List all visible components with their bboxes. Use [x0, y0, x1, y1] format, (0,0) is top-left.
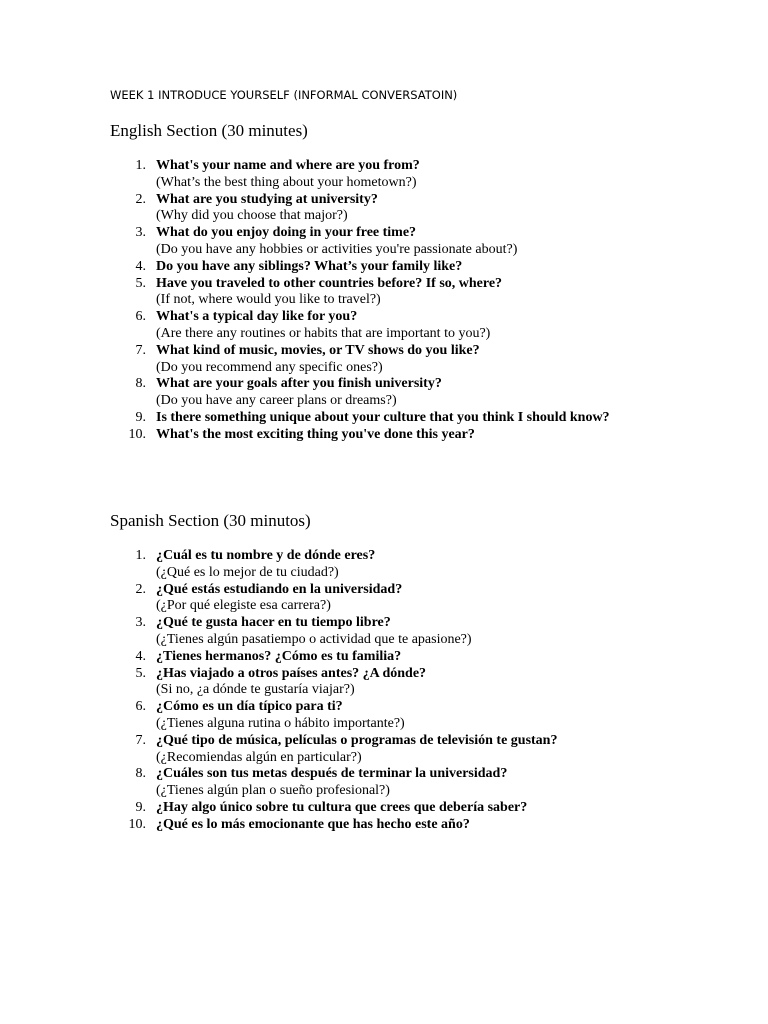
- list-item: [110, 582, 670, 616]
- list-item: [110, 259, 670, 276]
- question-text: Do you have any siblings? What’s your family like?: [156, 258, 463, 274]
- question-text: ¿Cuál es tu nombre y de dónde eres?: [156, 548, 376, 563]
- spanish-question-list: [110, 548, 670, 834]
- item-number: 9.: [135, 409, 146, 425]
- list-item: [110, 766, 670, 800]
- english-section-title: English Section (30 minutes): [110, 121, 308, 140]
- question-text: ¿Qué es lo más emocionante que has hecho este año?: [156, 816, 470, 832]
- question-text: ¿Has viajado a otros países antes? ¿A dónde?: [156, 665, 427, 681]
- follow-up-text: (¿Tienes alguna rutina o hábito importante?): [156, 715, 405, 731]
- list-item: [110, 817, 670, 834]
- question-text: ¿Tienes hermanos? ¿Cómo es tu familia?: [156, 648, 402, 664]
- list-item: [110, 649, 670, 666]
- question-text: What are your goals after you finish university?: [156, 376, 442, 392]
- follow-up-text: (Are there any routines or habits that are important to you?): [156, 325, 491, 341]
- list-item: [110, 158, 670, 192]
- question-text: ¿Qué te gusta hacer en tu tiempo libre?: [156, 615, 391, 631]
- spanish-section: [110, 510, 670, 834]
- follow-up-text: (Si no, ¿a dónde te gustaría viajar?): [156, 682, 355, 698]
- item-number: 7.: [135, 342, 146, 358]
- english-question-list: [110, 158, 670, 444]
- item-number: 2.: [135, 581, 146, 597]
- item-number: 7.: [135, 732, 146, 748]
- question-text: What are you studying at university?: [156, 191, 378, 207]
- question-text: What's your name and where are you from?: [156, 158, 420, 173]
- item-number: 1.: [135, 158, 146, 173]
- document-header: WEEK 1 INTRODUCE YOURSELF (INFORMAL CONVERSATOIN): [110, 88, 458, 102]
- list-item: [110, 699, 670, 733]
- item-number: 5.: [135, 275, 146, 291]
- list-item: [110, 343, 670, 377]
- item-number: 6.: [135, 309, 146, 325]
- follow-up-text: (Do you have any hobbies or activities you're passionate about?): [156, 241, 518, 257]
- list-item: [110, 309, 670, 343]
- follow-up-text: (Do you recommend any specific ones?): [156, 359, 383, 375]
- item-number: 2.: [135, 191, 146, 207]
- question-text: What do you enjoy doing in your free time?: [156, 225, 417, 241]
- question-text: Is there something unique about your culture that you think I should know?: [156, 409, 610, 425]
- question-text: ¿Hay algo único sobre tu cultura que crees que debería saber?: [156, 799, 528, 815]
- follow-up-text: (¿Recomiendas algún en particular?): [156, 749, 362, 765]
- question-text: ¿Cómo es un día típico para ti?: [156, 699, 343, 715]
- item-number: 10.: [128, 426, 146, 442]
- english-section: [110, 120, 670, 444]
- list-item: [110, 548, 670, 582]
- follow-up-text: (¿Tienes algún pasatiempo o actividad que te apasione?): [156, 631, 472, 647]
- spanish-section-title: Spanish Section (30 minutos): [110, 511, 311, 530]
- list-item: [110, 427, 670, 444]
- question-text: ¿Qué estás estudiando en la universidad?: [156, 581, 403, 597]
- item-number: 3.: [135, 615, 146, 631]
- item-number: 10.: [128, 816, 146, 832]
- question-text: ¿Cuáles son tus metas después de terminar la universidad?: [156, 766, 508, 782]
- follow-up-text: (¿Qué es lo mejor de tu ciudad?): [156, 564, 339, 580]
- follow-up-text: (If not, where would you like to travel?): [156, 292, 381, 308]
- item-number: 9.: [135, 799, 146, 815]
- list-item: [110, 733, 670, 767]
- list-item: [110, 225, 670, 259]
- item-number: 8.: [135, 376, 146, 392]
- follow-up-text: (Do you have any career plans or dreams?): [156, 393, 397, 409]
- list-item: [110, 410, 670, 427]
- list-item: [110, 615, 670, 649]
- list-item: [110, 800, 670, 817]
- list-item: [110, 192, 670, 226]
- item-number: 8.: [135, 766, 146, 782]
- list-item: [110, 666, 670, 700]
- follow-up-text: (What’s the best thing about your hometown?): [156, 174, 417, 190]
- question-text: Have you traveled to other countries before? If so, where?: [156, 275, 503, 291]
- item-number: 6.: [135, 699, 146, 715]
- question-text: What's the most exciting thing you've done this year?: [156, 426, 475, 442]
- question-text: ¿Qué tipo de música, películas o programas de televisión te gustan?: [156, 732, 558, 748]
- item-number: 3.: [135, 225, 146, 241]
- list-item: [110, 276, 670, 310]
- item-number: 1.: [135, 548, 146, 563]
- item-number: 4.: [135, 648, 146, 664]
- follow-up-text: (¿Tienes algún plan o sueño profesional?): [156, 783, 390, 799]
- follow-up-text: (Why did you choose that major?): [156, 208, 348, 224]
- follow-up-text: (¿Por qué elegiste esa carrera?): [156, 598, 331, 614]
- question-text: What's a typical day like for you?: [156, 309, 358, 325]
- item-number: 5.: [135, 665, 146, 681]
- item-number: 4.: [135, 258, 146, 274]
- question-text: What kind of music, movies, or TV shows do you like?: [156, 342, 480, 358]
- list-item: [110, 376, 670, 410]
